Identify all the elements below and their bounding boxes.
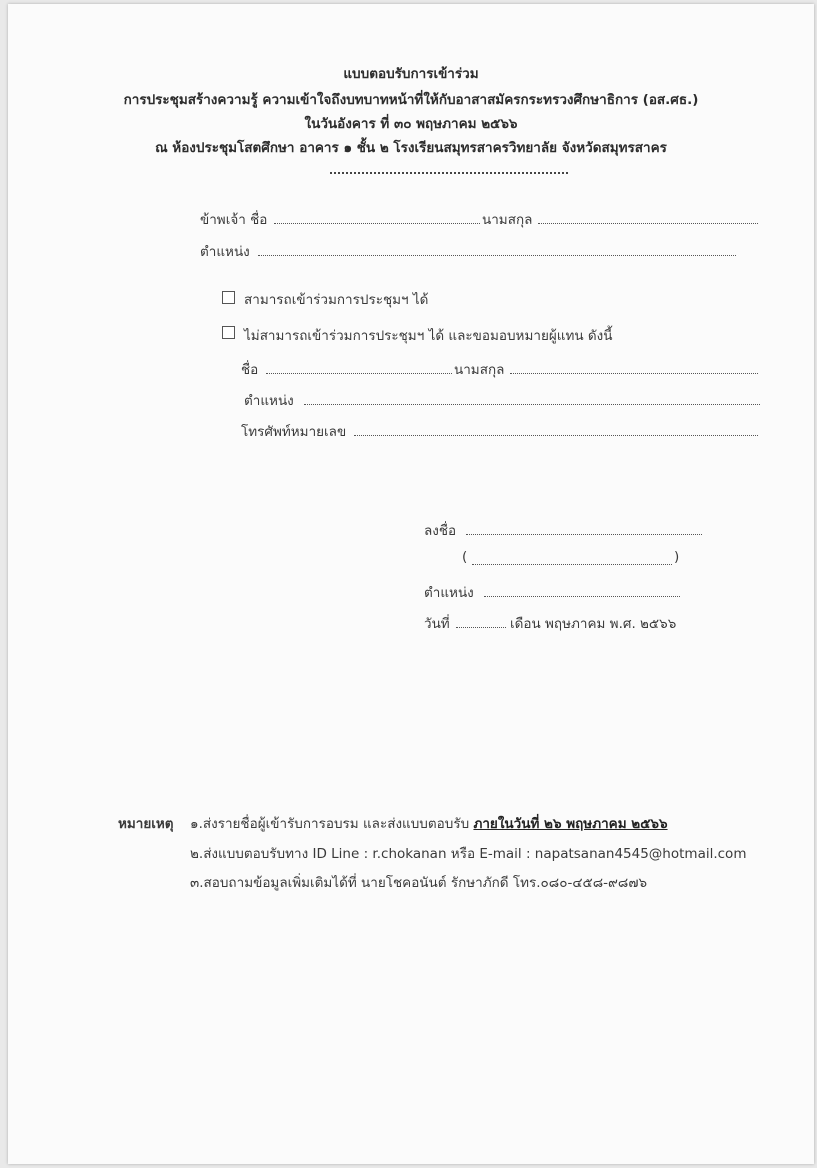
meeting-venue: ณ ห้องประชุมโสตศึกษา อาคาร ๑ ชั้น ๒ โรงเรียนสมุทรสาครวิทยาลัย จังหวัดสมุทรสาคร: [155, 140, 667, 156]
header-divider: [330, 172, 568, 174]
form-title: แบบตอบรับการเข้าร่วม: [343, 66, 479, 82]
surname-field[interactable]: [538, 223, 758, 224]
delegate-name-label: ชื่อ: [241, 362, 259, 378]
note-1-deadline: ภายในวันที่ ๒๖ พฤษภาคม ๒๕๖๖: [473, 816, 668, 832]
date-rest: เดือน พฤษภาคม พ.ศ. ๒๕๖๖: [510, 616, 677, 632]
meeting-date: ในวันอังคาร ที่ ๓๐ พฤษภาคม ๒๕๖๖: [304, 116, 518, 132]
delegate-checkbox[interactable]: [222, 326, 235, 339]
attend-checkbox[interactable]: [222, 291, 235, 304]
date-label: วันที่: [424, 616, 450, 632]
delegate-phone-label: โทรศัพท์หมายเลข: [241, 424, 347, 440]
delegate-option-label: ไม่สามารถเข้าร่วมการประชุมฯ ได้ และขอมอบหมายผู้แทน ดังนี้: [244, 328, 613, 344]
name-field[interactable]: [274, 223, 480, 224]
name-label: ข้าพเจ้า ชื่อ: [200, 212, 268, 228]
delegate-position-label: ตำแหน่ง: [244, 393, 294, 409]
note-3: ๓.สอบถามข้อมูลเพิ่มเติมได้ที่ นายโชคอนันต์ รักษาภักดี โทร.๐๘๐-๔๕๘-๙๘๗๖: [190, 875, 648, 891]
meeting-title: การประชุมสร้างความรู้ ความเข้าใจถึงบทบาทหน้าที่ให้กับอาสาสมัครกระทรวงศึกษาธิการ (อส.ศธ.): [123, 92, 699, 108]
delegate-surname-field[interactable]: [510, 373, 758, 374]
position-field[interactable]: [258, 255, 736, 256]
printed-name-field[interactable]: [472, 564, 672, 565]
delegate-surname-label: นามสกุล: [454, 362, 505, 378]
sign-label: ลงชื่อ: [424, 523, 457, 539]
notes-label: หมายเหตุ: [118, 816, 174, 832]
delegate-phone-field[interactable]: [354, 435, 758, 436]
delegate-position-field[interactable]: [304, 404, 760, 405]
sign-position-field[interactable]: [484, 596, 680, 597]
document-page: [8, 4, 814, 1164]
date-day-field[interactable]: [456, 627, 506, 628]
sign-paren-close: ): [674, 549, 680, 565]
note-1-text: ๑.ส่งรายชื่อผู้เข้ารับการอบรม และส่งแบบตอบรับ: [190, 816, 474, 832]
sign-field[interactable]: [466, 534, 702, 535]
position-label: ตำแหน่ง: [200, 244, 250, 260]
delegate-name-field[interactable]: [266, 373, 452, 374]
note-1: [190, 812, 668, 834]
note-2: ๒.ส่งแบบตอบรับทาง ID Line : r.chokanan หรือ E-mail : napatsanan4545@hotmail.com: [190, 846, 747, 862]
sign-position-label: ตำแหน่ง: [424, 585, 474, 601]
sign-paren-open: (: [462, 549, 468, 565]
attend-option-label: สามารถเข้าร่วมการประชุมฯ ได้: [244, 292, 429, 308]
surname-label: นามสกุล: [482, 212, 533, 228]
